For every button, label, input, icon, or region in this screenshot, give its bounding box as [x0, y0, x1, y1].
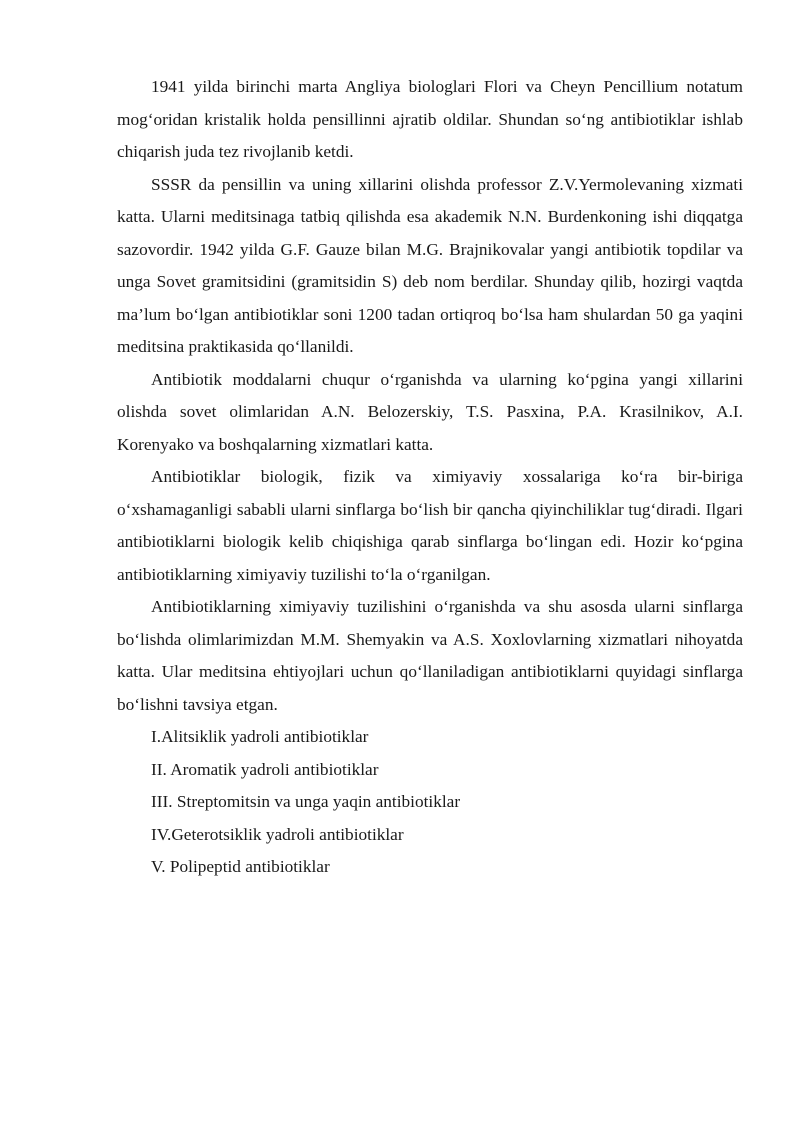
- paragraph-classification-difficulty: Antibiotiklar biologik, fizik va ximiyaviy xossalariga ko‘ra bir-biriga o‘xshamaganligi sababli ularni sinflarga bo‘lish bir qancha qiyinchiliklar tug‘diradi. Ilgari antibiotiklarni biologik kelib chiqishiga qarab sinflarga bo‘lingan edi. Hozir ko‘pgina antibiotiklarning ximiyaviy tuzilishi to‘la o‘rganilgan.: [117, 467, 743, 584]
- paragraph-penicillin-history: 1941 yilda birinchi marta Angliya biologlari Flori va Cheyn Pencillium notatum mog‘oridan kristalik holda pensillinni ajratib oldilar. Shundan so‘ng antibiotiklar ishlab chiqarish juda tez rivojlanib ketdi.: [117, 77, 743, 161]
- document-body: [117, 71, 743, 884]
- list-item-class-5: V. Polipeptid antibiotiklar: [151, 857, 330, 876]
- list-item-class-2: II. Aromatik yadroli antibiotiklar: [151, 759, 379, 779]
- list-item-class-4: IV.Geterotsiklik yadroli antibiotiklar: [151, 824, 404, 844]
- paragraph-soviet-scientists: Antibiotik moddalarni chuqur o‘rganishda va ularning ko‘pgina yangi xillarini olishda sovet olimlaridan A.N. Belozerskiy, T.S. Pasxina, P.A. Krasilnikov, A.I. Korenyako va boshqalarning xizmatlari katta.: [117, 369, 743, 454]
- list-item-class-3: III. Streptomitsin va unga yaqin antibiotiklar: [151, 792, 461, 811]
- list-item-class-1: I.Alitsiklik yadroli antibiotiklar: [151, 727, 369, 746]
- paragraph-ussr-research: SSSR da pensillin va uning xillarini olishda professor Z.V.Yermolevaning xizmati katta. Ularni meditsinaga tatbiq qilishda esa akademik N.N. Burdenkoning ishi diqqatga sazovordir. 1942 yilda G.F. Gauze bilan M.G. Brajnikovalar yangi antibiotik topdilar va unga Sovet gramitsidini (gramitsidin S) deb nom berdilar. Shunday qilib, hozirgi vaqtda ma’lum bo‘lgan antibiotiklar soni 1200 tadan ortiqroq bo‘lsa ham shulardan 50 ga yaqini meditsina praktikasida qo‘llanildi.: [117, 174, 743, 356]
- paragraph-classification-proposal: Antibiotiklarning ximiyaviy tuzilishini o‘rganishda va shu asosda ularni sinflarga bo‘lishda olimlarimizdan M.M. Shemyakin va A.S. Xoxlovlarning xizmatlari nihoyatda katta. Ular meditsina ehtiyojlari uchun qo‘llaniladigan antibiotiklarni quyidagi sinflarga bo‘lishni tavsiya etgan.: [117, 597, 743, 714]
- antibiotic-classes-list: [117, 721, 743, 884]
